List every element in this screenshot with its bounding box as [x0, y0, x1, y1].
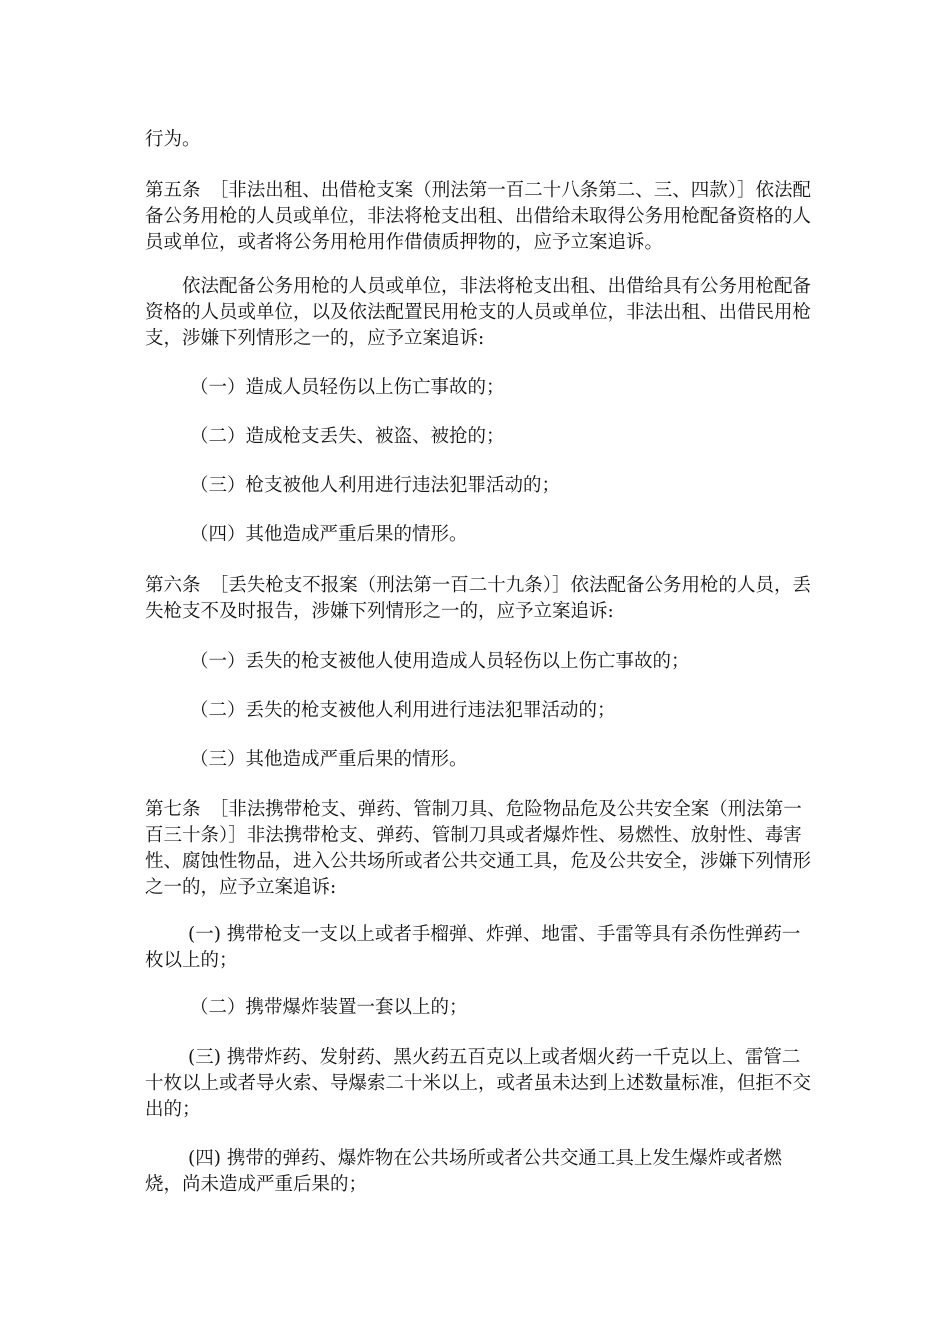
article-5-item-3: （三）枪支被他人利用进行违法犯罪活动的；: [190, 475, 561, 496]
article-5: 第五条 ［非法出租、出借枪支案（刑法第一百二十八条第二、三、四款）］依法配备公务用枪的人员或单位，非法将枪支出租、出借给未取得公务用枪配备资格的人员或单位，或者将公务用枪用作借债质押物的，应予立案追诉。: [145, 180, 812, 253]
article-5-item-2: （二）造成枪支丢失、被盗、被抢的；: [190, 426, 505, 447]
article-7-item-1: (一) 携带枪支一支以上或者手榴弹、炸弹、地雷、手雷等具有杀伤性弹药一枚以上的；: [145, 924, 801, 971]
article-7-item-4: (四) 携带的弹药、爆炸物在公共场所或者公共交通工具上发生爆炸或者燃烧，尚未造成严重后果的；: [145, 1148, 782, 1195]
article-6-item-1: （一）丢失的枪支被他人使用造成人员轻伤以上伤亡事故的；: [190, 651, 690, 672]
article-5-paragraph-2: 依法配备公务用枪的人员或单位，非法将枪支出租、出借给具有公务用枪配备资格的人员或单位，以及依法配置民用枪支的人员或单位，非法出租、出借民用枪支，涉嫌下列情形之一的，应予立案追诉:: [145, 276, 812, 349]
article-6: 第六条 ［丢失枪支不报案（刑法第一百二十九条）］依法配备公务用枪的人员，丢失枪支不及时报告，涉嫌下列情形之一的，应予立案追诉:: [145, 575, 812, 622]
article-5-item-1: （一）造成人员轻伤以上伤亡事故的；: [190, 377, 505, 398]
article-7-item-2: （二）携带爆炸装置一套以上的；: [190, 997, 468, 1018]
article-7: 第七条 ［非法携带枪支、弹药、管制刀具、危险物品危及公共安全案（刑法第一百三十条）］非法携带枪支、弹药、管制刀具或者爆炸性、易燃性、放射性、毒害性、腐蚀性物品，进入公共场所或者公共交通工具，危及公共安全，涉嫌下列情形之一的，应予立案追诉:: [145, 799, 812, 898]
paragraph-continuation: 行为。: [145, 129, 201, 150]
article-6-item-3: （三）其他造成严重后果的情形。: [190, 749, 468, 770]
article-6-item-2: （二）丢失的枪支被他人利用进行违法犯罪活动的；: [190, 700, 616, 721]
article-5-item-4: （四）其他造成严重后果的情形。: [190, 524, 468, 545]
article-7-item-3: (三) 携带炸药、发射药、黑火药五百克以上或者烟火药一千克以上、雷管二十枚以上或者导火索、导爆索二十米以上，或者虽未达到上述数量标准，但拒不交出的；: [145, 1047, 812, 1120]
